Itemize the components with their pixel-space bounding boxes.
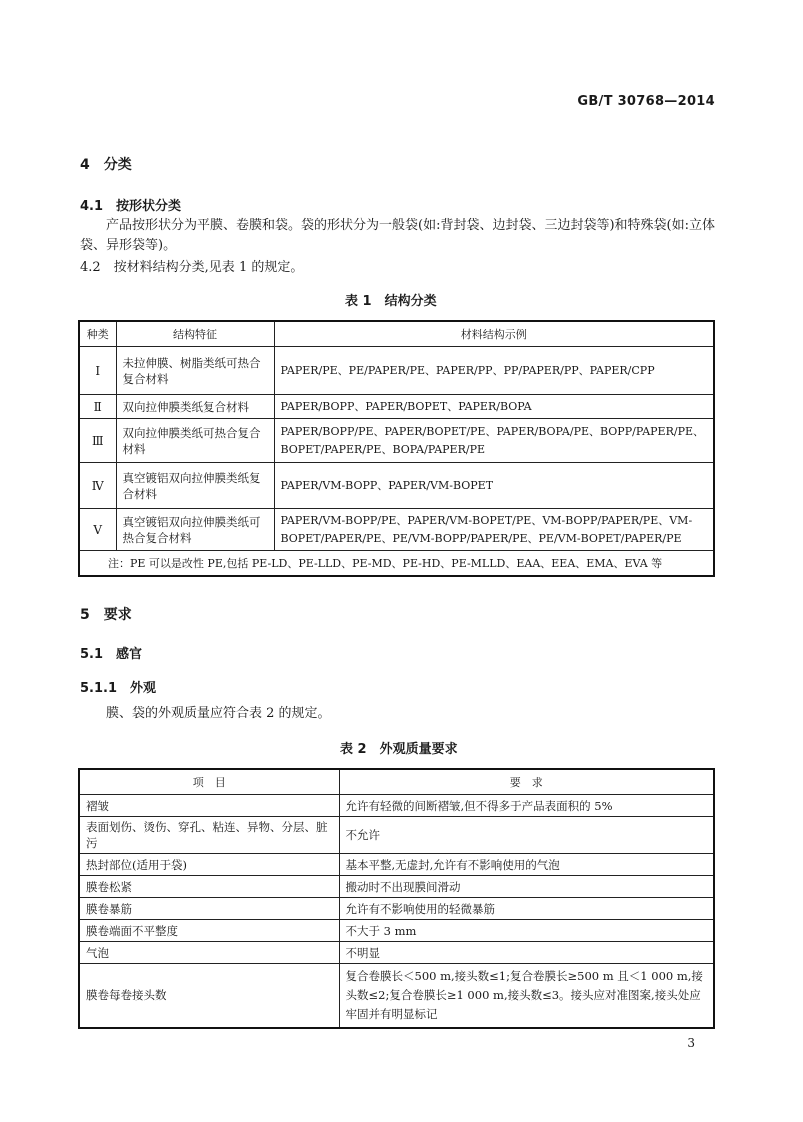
item-cell: 膜卷松紧 bbox=[79, 876, 339, 898]
kind-cell: Ⅳ bbox=[79, 463, 116, 509]
section-4-1-title: 4.1 按形状分类 bbox=[80, 199, 182, 214]
table-row bbox=[79, 942, 714, 964]
example-cell: PAPER/VM-BOPP/PE、PAPER/VM-BOPET/PE、VM-BOPP/PAPER/PE、VM-BOPET/PAPER/PE、PE/VM-BOPP/PAPER/PE、PE/VM-BOPET/PAPER/PE bbox=[274, 509, 714, 551]
feature-cell: 真空镀铝双向拉伸膜类纸可热合复合材料 bbox=[116, 509, 274, 551]
table-header-requirement: 要 求 bbox=[339, 769, 714, 795]
table-header-example: 材料结构示例 bbox=[274, 321, 714, 347]
page-number: 3 bbox=[687, 1036, 695, 1050]
table-row bbox=[79, 817, 714, 854]
feature-cell: 未拉伸膜、树脂类纸可热合复合材料 bbox=[116, 347, 274, 395]
table-header-kind: 种类 bbox=[79, 321, 116, 347]
table-row bbox=[79, 509, 714, 551]
table-header-item: 项 目 bbox=[79, 769, 339, 795]
requirement-cell: 允许有轻微的间断褶皱,但不得多于产品表面积的 5% bbox=[339, 795, 714, 817]
table-row bbox=[79, 463, 714, 509]
requirement-cell: 允许有不影响使用的轻微暴筋 bbox=[339, 898, 714, 920]
section-5-1-title: 5.1 感官 bbox=[80, 647, 143, 662]
table-row bbox=[79, 876, 714, 898]
example-cell: PAPER/PE、PE/PAPER/PE、PAPER/PP、PP/PAPER/PP、PAPER/CPP bbox=[274, 347, 714, 395]
table-row bbox=[79, 395, 714, 419]
item-cell: 热封部位(适用于袋) bbox=[79, 854, 339, 876]
section-4-1-paragraph: 产品按形状分为平膜、卷膜和袋。袋的形状分为一般袋(如:背封袋、边封袋、三边封袋等)和特殊袋(如:立体袋、异形袋等)。 bbox=[80, 218, 715, 253]
appearance-quality-table bbox=[78, 768, 715, 1029]
structure-classification-table bbox=[78, 320, 715, 577]
requirement-cell: 复合卷膜长＜500 m,接头数≤1;复合卷膜长≥500 m 且＜1 000 m,接头数≤2;复合卷膜长≥1 000 m,接头数≤3。接头应对准图案,接头处应牢固并有明显标记 bbox=[339, 964, 714, 1028]
table-row bbox=[79, 898, 714, 920]
table-row bbox=[79, 920, 714, 942]
standard-code: GB/T 30768—2014 bbox=[577, 94, 715, 109]
item-cell: 褶皱 bbox=[79, 795, 339, 817]
kind-cell: Ⅲ bbox=[79, 419, 116, 463]
example-cell: PAPER/BOPP、PAPER/BOPET、PAPER/BOPA bbox=[274, 395, 714, 419]
item-cell: 膜卷暴筋 bbox=[79, 898, 339, 920]
table-1-note: 注：PE 可以是改性 PE,包括 PE-LD、PE-LLD、PE-MD、PE-HD、PE-MLLD、EAA、EEA、EMA、EVA 等 bbox=[79, 551, 714, 577]
feature-cell: 真空镀铝双向拉伸膜类纸复合材料 bbox=[116, 463, 274, 509]
section-4-2-text: 4.2 按材料结构分类,见表 1 的规定。 bbox=[80, 260, 304, 275]
kind-cell: Ⅱ bbox=[79, 395, 116, 419]
item-cell: 膜卷每卷接头数 bbox=[79, 964, 339, 1028]
feature-cell: 双向拉伸膜类纸复合材料 bbox=[116, 395, 274, 419]
section-5-1-1-paragraph: 膜、袋的外观质量应符合表 2 的规定。 bbox=[80, 706, 331, 721]
example-cell: PAPER/VM-BOPP、PAPER/VM-BOPET bbox=[274, 463, 714, 509]
item-cell: 膜卷端面不平整度 bbox=[79, 920, 339, 942]
table-row bbox=[79, 347, 714, 395]
requirement-cell: 基本平整,无虚封,允许有不影响使用的气泡 bbox=[339, 854, 714, 876]
item-cell: 表面划伤、烫伤、穿孔、粘连、异物、分层、脏污 bbox=[79, 817, 339, 854]
table-row bbox=[79, 964, 714, 1028]
requirement-cell: 搬动时不出现膜间滑动 bbox=[339, 876, 714, 898]
table-row bbox=[79, 854, 714, 876]
kind-cell: Ⅴ bbox=[79, 509, 116, 551]
table-row bbox=[79, 419, 714, 463]
section-4-title: 4 分类 bbox=[80, 157, 132, 173]
feature-cell: 双向拉伸膜类纸可热合复合材料 bbox=[116, 419, 274, 463]
requirement-cell: 不允许 bbox=[339, 817, 714, 854]
table-header-feature: 结构特征 bbox=[116, 321, 274, 347]
section-5-title: 5 要求 bbox=[80, 607, 132, 623]
table-1-caption: 表 1 结构分类 bbox=[345, 294, 437, 309]
section-5-1-1-title: 5.1.1 外观 bbox=[80, 681, 157, 696]
item-cell: 气泡 bbox=[79, 942, 339, 964]
requirement-cell: 不明显 bbox=[339, 942, 714, 964]
table-2-caption: 表 2 外观质量要求 bbox=[340, 742, 458, 757]
table-row bbox=[79, 795, 714, 817]
requirement-cell: 不大于 3 mm bbox=[339, 920, 714, 942]
kind-cell: Ⅰ bbox=[79, 347, 116, 395]
example-cell: PAPER/BOPP/PE、PAPER/BOPET/PE、PAPER/BOPA/PE、BOPP/PAPER/PE、BOPET/PAPER/PE、BOPA/PAPER/PE bbox=[274, 419, 714, 463]
